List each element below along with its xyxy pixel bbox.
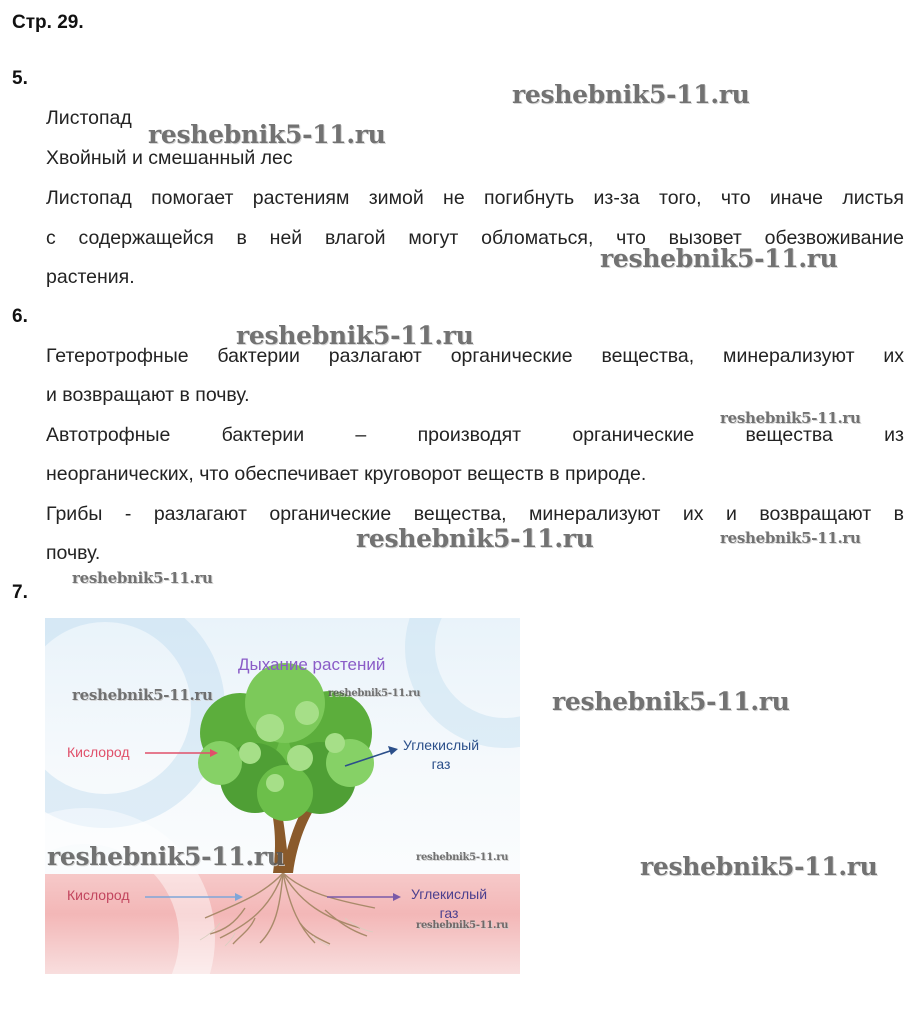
- task-6-line-1: Гетеротрофные бактерии разлагают органические вещества, минерализуют их: [46, 345, 904, 367]
- task-6-line-2: и возвращают в почву.: [46, 384, 250, 406]
- watermark: reshebnik5-11.ru: [416, 920, 509, 931]
- co2-label-top-line-2: газ: [431, 756, 451, 772]
- task-5-number: 5.: [12, 68, 28, 89]
- task-6-number: 6.: [12, 306, 28, 327]
- oxygen-label-top: Кислород: [67, 744, 130, 760]
- task-5-line-5: растения.: [46, 266, 135, 288]
- watermark: reshebnik5-11.ru: [328, 688, 421, 699]
- task-6-line-3: Автотрофные бактерии – производят органические вещества из: [46, 424, 904, 446]
- watermark: reshebnik5-11.ru: [720, 529, 861, 547]
- watermark: reshebnik5-11.ru: [512, 80, 750, 109]
- task-5-line-1: Листопад: [46, 107, 132, 129]
- figure-title: Дыхание растений: [238, 655, 386, 674]
- co2-label-bottom-line-2: газ: [439, 905, 459, 921]
- watermark: reshebnik5-11.ru: [600, 244, 838, 273]
- co2-label-top: [403, 736, 479, 774]
- oxygen-label-bottom: Кислород: [67, 887, 130, 903]
- task-5-line-3: Листопад помогает растениям зимой не погибнуть из-за того, что иначе листья: [46, 187, 904, 209]
- task-6-line-6: почву.: [46, 542, 101, 564]
- task-6-line-5: Грибы - разлагают органические вещества, минерализуют их и возвращают в: [46, 503, 904, 525]
- task-5-line-2: Хвойный и смешанный лес: [46, 147, 293, 169]
- watermark: reshebnik5-11.ru: [72, 686, 213, 704]
- roots-icon: [205, 873, 375, 944]
- co2-label-bottom: [411, 885, 487, 923]
- watermark: reshebnik5-11.ru: [148, 120, 386, 149]
- co2-label-bottom-line-1: Углекислый: [411, 886, 488, 902]
- task-6-line-4: неорганических, что обеспечивает круговорот веществ в природе.: [46, 463, 647, 485]
- page-title: Стр. 29.: [12, 12, 84, 33]
- arrow-icon: [145, 893, 243, 901]
- task-5-line-4: с содержащейся в ней влагой могут обломаться, что вызовет обезвоживание: [46, 227, 904, 249]
- task-7-number: 7.: [12, 582, 28, 603]
- watermark: reshebnik5-11.ru: [356, 524, 594, 553]
- crown-icon: [198, 663, 374, 821]
- watermark: reshebnik5-11.ru: [552, 687, 790, 716]
- watermark: reshebnik5-11.ru: [47, 842, 285, 871]
- watermark: reshebnik5-11.ru: [416, 852, 509, 863]
- watermark: reshebnik5-11.ru: [640, 852, 878, 881]
- watermark: reshebnik5-11.ru: [72, 569, 213, 587]
- co2-label-top-line-1: Углекислый: [403, 737, 480, 753]
- watermark: reshebnik5-11.ru: [236, 321, 474, 350]
- watermark: reshebnik5-11.ru: [720, 409, 861, 427]
